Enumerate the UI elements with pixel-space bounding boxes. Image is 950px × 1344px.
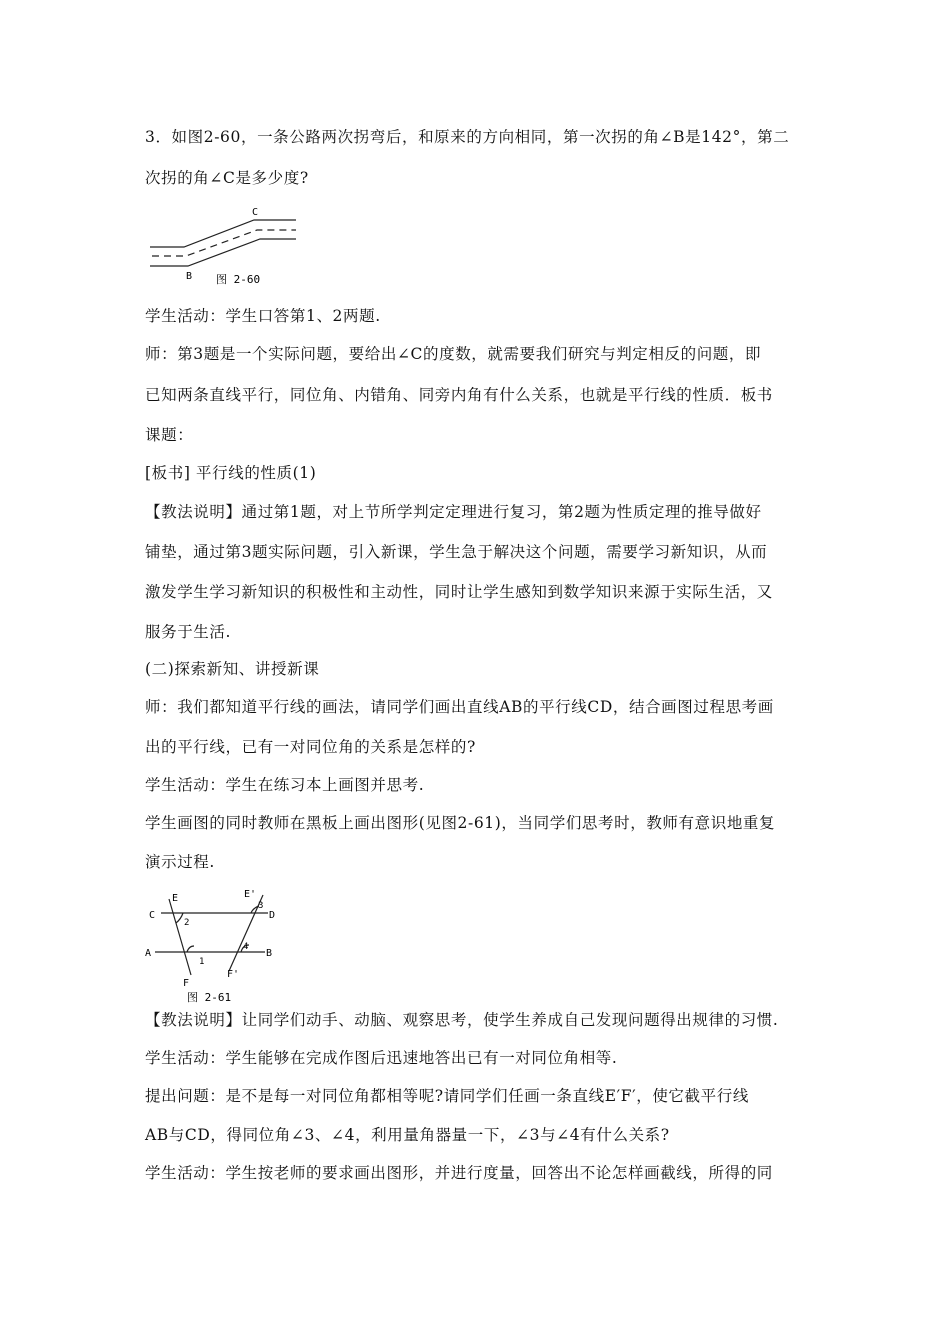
text-line: 激发学生学习新知识的积极性和主动性，同时让学生感知到数学知识来源于实际生活，又 — [145, 583, 773, 601]
text-line: 已知两条直线平行，同位角、内错角、同旁内角有什么关系，也就是平行线的性质．板书 — [145, 386, 773, 404]
text-line: 提出问题：是不是每一对同位角都相等呢?请同学们任画一条直线E′F′，使它截平行线 — [145, 1087, 749, 1105]
text-line: AB与CD，得同位角∠3、∠4，利用量角器量一下，∠3与∠4有什么关系? — [145, 1126, 670, 1144]
text-line: 铺垫，通过第3题实际问题，引入新课，学生急于解决这个问题，需要学习新知识，从而 — [145, 543, 768, 561]
figure-2-61 — [143, 885, 288, 1005]
text-line: 服务于生活. — [145, 623, 232, 641]
label-c: C — [149, 910, 156, 921]
text-line: 学生活动：学生按老师的要求画出图形，并进行度量，回答出不论怎样画截线，所得的同 — [145, 1164, 773, 1182]
label-e: E — [172, 893, 179, 904]
label-b: B — [186, 271, 193, 282]
parallel-lines-diagram — [143, 885, 288, 1005]
figure-2-60 — [146, 203, 306, 291]
text-line: 3．如图2-60，一条公路两次拐弯后，和原来的方向相同，第一次拐的角∠B是142°，第二 — [145, 128, 790, 146]
label-e-prime: E' — [244, 889, 257, 900]
text-line: [板书] 平行线的性质(1) — [145, 464, 317, 482]
text-line: 学生活动：学生在练习本上画图并思考. — [145, 776, 425, 794]
text-line: 次拐的角∠C是多少度? — [145, 169, 309, 187]
text-line: 演示过程. — [145, 853, 215, 871]
text-line: 学生活动：学生能够在完成作图后迅速地答出已有一对同位角相等. — [145, 1049, 618, 1067]
label-d: D — [269, 910, 276, 921]
label-f: F — [183, 978, 190, 989]
angle-4-label: 4 — [243, 942, 249, 952]
label-b: B — [266, 948, 273, 959]
text-line: (二)探索新知、讲授新课 — [145, 660, 320, 678]
text-line: 学生画图的同时教师在黑板上画出图形(见图2-61)，当同学们思考时，教师有意识地重复 — [145, 814, 776, 832]
road-diagram — [146, 203, 306, 291]
text-line: 课题： — [145, 426, 194, 444]
label-c: C — [252, 207, 259, 218]
figure-caption: 图 2-60 — [216, 273, 261, 286]
angle-1-label: 1 — [199, 957, 205, 967]
text-line: 师：第3题是一个实际问题，要给出∠C的度数，就需要我们研究与判定相反的问题，即 — [145, 345, 762, 363]
text-line: 师：我们都知道平行线的画法，请同学们画出直线AB的平行线CD，结合画图过程思考画 — [145, 698, 774, 716]
figure-caption: 图 2-61 — [187, 991, 232, 1004]
angle-2-label: 2 — [184, 918, 190, 928]
text-line: 出的平行线，已有一对同位角的关系是怎样的? — [145, 738, 476, 756]
text-line: 【教法说明】让同学们动手、动脑、观察思考，使学生养成自己发现问题得出规律的习惯. — [145, 1011, 779, 1029]
angle-3-label: 3 — [258, 901, 264, 911]
text-line: 学生活动：学生口答第1、2两题. — [145, 307, 381, 325]
label-a: A — [145, 948, 152, 959]
text-line: 【教法说明】通过第1题，对上节所学判定定理进行复习，第2题为性质定理的推导做好 — [145, 503, 762, 521]
label-f-prime: F' — [227, 969, 240, 980]
